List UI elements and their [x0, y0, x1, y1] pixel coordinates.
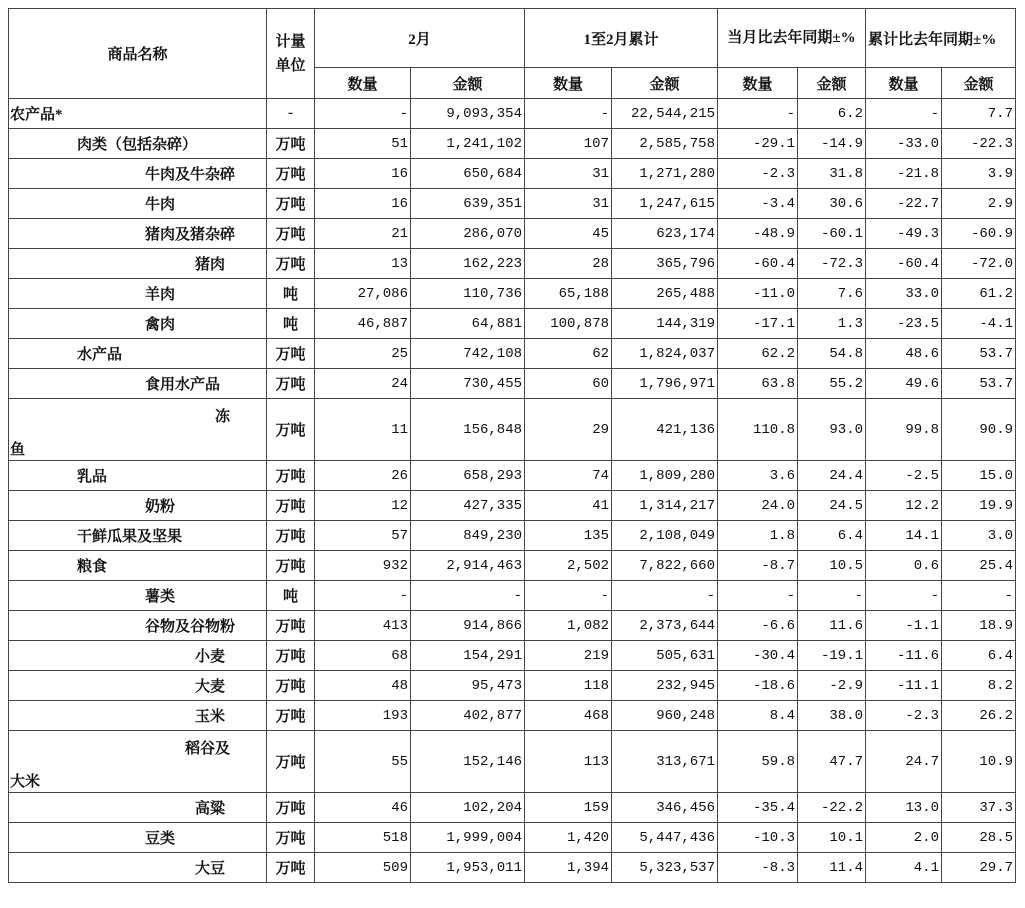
table-row [9, 369, 1016, 399]
value-cell-ma: 1.3 [798, 309, 866, 339]
value-cell-ma: -22.2 [798, 793, 866, 823]
header-amt: 金额 [798, 68, 866, 99]
value-cell-cq: 219 [525, 641, 612, 671]
header-amt: 金额 [612, 68, 718, 99]
value-cell-a: 95,473 [411, 671, 525, 701]
value-cell-a: 914,866 [411, 611, 525, 641]
value-cell-mq: -10.3 [718, 823, 798, 853]
value-cell-yq: 4.1 [866, 853, 942, 883]
value-cell-q: 413 [315, 611, 411, 641]
unit-cell: 吨 [267, 279, 315, 309]
value-cell-yq: 13.0 [866, 793, 942, 823]
table-row [9, 279, 1016, 309]
table-row [9, 521, 1016, 551]
value-cell-yq: -60.4 [866, 249, 942, 279]
value-cell-mq: -18.6 [718, 671, 798, 701]
value-cell-a: 162,223 [411, 249, 525, 279]
value-cell-ya: 2.9 [942, 189, 1016, 219]
value-cell-q: 21 [315, 219, 411, 249]
header-unit: 计量单位 [267, 9, 315, 99]
value-cell-a: 156,848 [411, 399, 525, 461]
value-cell-q: 51 [315, 129, 411, 159]
table-row [9, 853, 1016, 883]
value-cell-a: 64,881 [411, 309, 525, 339]
value-cell-ca: 505,631 [612, 641, 718, 671]
value-cell-ya: -22.3 [942, 129, 1016, 159]
value-cell-mq: -48.9 [718, 219, 798, 249]
value-cell-a: - [411, 581, 525, 611]
value-cell-mq: -8.3 [718, 853, 798, 883]
value-cell-q: 16 [315, 189, 411, 219]
value-cell-cq: 31 [525, 159, 612, 189]
value-cell-ma: 6.4 [798, 521, 866, 551]
value-cell-q: 509 [315, 853, 411, 883]
product-name-cell: 高粱 [9, 793, 267, 823]
table-row [9, 249, 1016, 279]
table-row [9, 399, 1016, 461]
table-row [9, 701, 1016, 731]
value-cell-mq: 110.8 [718, 399, 798, 461]
value-cell-mq: -3.4 [718, 189, 798, 219]
value-cell-mq: -6.6 [718, 611, 798, 641]
value-cell-cq: 65,188 [525, 279, 612, 309]
unit-cell: 万吨 [267, 129, 315, 159]
value-cell-cq: 468 [525, 701, 612, 731]
product-name-cell: 牛肉及牛杂碎 [9, 159, 267, 189]
value-cell-yq: - [866, 581, 942, 611]
value-cell-a: 639,351 [411, 189, 525, 219]
header-amt: 金额 [942, 68, 1016, 99]
value-cell-ya: 61.2 [942, 279, 1016, 309]
value-cell-ca: 1,824,037 [612, 339, 718, 369]
value-cell-mq: 24.0 [718, 491, 798, 521]
value-cell-ma: 38.0 [798, 701, 866, 731]
value-cell-ma: 55.2 [798, 369, 866, 399]
value-cell-q: 46,887 [315, 309, 411, 339]
value-cell-mq: -30.4 [718, 641, 798, 671]
unit-cell: 万吨 [267, 793, 315, 823]
value-cell-ma: 11.6 [798, 611, 866, 641]
value-cell-q: 57 [315, 521, 411, 551]
value-cell-ca: 623,174 [612, 219, 718, 249]
value-cell-ya: -4.1 [942, 309, 1016, 339]
value-cell-q: 68 [315, 641, 411, 671]
value-cell-ma: 30.6 [798, 189, 866, 219]
unit-cell: 万吨 [267, 491, 315, 521]
product-name-line2: 鱼 [10, 442, 26, 458]
value-cell-yq: -21.8 [866, 159, 942, 189]
value-cell-cq: - [525, 99, 612, 129]
product-name-cell: 干鲜瓜果及坚果 [9, 521, 267, 551]
value-cell-ca: 265,488 [612, 279, 718, 309]
table-row [9, 339, 1016, 369]
product-name-line2: 大米 [10, 774, 41, 790]
unit-cell: 万吨 [267, 611, 315, 641]
value-cell-ca: 1,314,217 [612, 491, 718, 521]
value-cell-cq: 107 [525, 129, 612, 159]
value-cell-ya: 25.4 [942, 551, 1016, 581]
value-cell-ca: 2,373,644 [612, 611, 718, 641]
value-cell-ca: 5,323,537 [612, 853, 718, 883]
value-cell-ya: 19.9 [942, 491, 1016, 521]
value-cell-ca: 144,319 [612, 309, 718, 339]
value-cell-ma: 7.6 [798, 279, 866, 309]
table-row [9, 581, 1016, 611]
product-name-cell: 粮食 [9, 551, 267, 581]
value-cell-mq: 63.8 [718, 369, 798, 399]
value-cell-q: - [315, 581, 411, 611]
value-cell-mq: -8.7 [718, 551, 798, 581]
value-cell-ca: - [612, 581, 718, 611]
value-cell-a: 650,684 [411, 159, 525, 189]
product-name-cell: 小麦 [9, 641, 267, 671]
unit-cell: 万吨 [267, 701, 315, 731]
header-qty: 数量 [866, 68, 942, 99]
header-product-name: 商品名称 [9, 9, 267, 99]
product-name-cell: 猪肉 [9, 249, 267, 279]
value-cell-ca: 2,108,049 [612, 521, 718, 551]
product-name-line1: 冻 [214, 409, 230, 425]
value-cell-ma: 10.1 [798, 823, 866, 853]
value-cell-q: - [315, 99, 411, 129]
value-cell-yq: -1.1 [866, 611, 942, 641]
value-cell-mq: 3.6 [718, 461, 798, 491]
table-row [9, 129, 1016, 159]
value-cell-q: 24 [315, 369, 411, 399]
header-qty: 数量 [525, 68, 612, 99]
value-cell-ya: 15.0 [942, 461, 1016, 491]
product-name-cell: 水产品 [9, 339, 267, 369]
value-cell-ca: 313,671 [612, 731, 718, 793]
value-cell-q: 16 [315, 159, 411, 189]
value-cell-cq: 1,394 [525, 853, 612, 883]
unit-cell: 万吨 [267, 823, 315, 853]
unit-cell: 万吨 [267, 399, 315, 461]
product-name-cell: 豆类 [9, 823, 267, 853]
value-cell-yq: 99.8 [866, 399, 942, 461]
value-cell-cq: 118 [525, 671, 612, 701]
value-cell-ma: -2.9 [798, 671, 866, 701]
value-cell-yq: -2.5 [866, 461, 942, 491]
value-cell-ya: 6.4 [942, 641, 1016, 671]
value-cell-q: 25 [315, 339, 411, 369]
value-cell-mq: -35.4 [718, 793, 798, 823]
product-name-cell: 玉米 [9, 701, 267, 731]
value-cell-mq: 62.2 [718, 339, 798, 369]
value-cell-a: 658,293 [411, 461, 525, 491]
value-cell-mq: -29.1 [718, 129, 798, 159]
value-cell-yq: -33.0 [866, 129, 942, 159]
value-cell-q: 48 [315, 671, 411, 701]
product-name-cell [9, 399, 267, 461]
value-cell-ca: 346,456 [612, 793, 718, 823]
value-cell-cq: 45 [525, 219, 612, 249]
value-cell-ya: -60.9 [942, 219, 1016, 249]
value-cell-ya: 26.2 [942, 701, 1016, 731]
value-cell-ca: 960,248 [612, 701, 718, 731]
value-cell-cq: 41 [525, 491, 612, 521]
unit-cell: 万吨 [267, 853, 315, 883]
value-cell-a: 1,953,011 [411, 853, 525, 883]
value-cell-cq: 100,878 [525, 309, 612, 339]
value-cell-ca: 1,796,971 [612, 369, 718, 399]
value-cell-ya: 29.7 [942, 853, 1016, 883]
value-cell-cq: 60 [525, 369, 612, 399]
unit-cell: 万吨 [267, 641, 315, 671]
value-cell-ya: 53.7 [942, 339, 1016, 369]
table-row [9, 461, 1016, 491]
value-cell-ma: -19.1 [798, 641, 866, 671]
product-name-cell [9, 731, 267, 793]
value-cell-ca: 5,447,436 [612, 823, 718, 853]
unit-cell: - [267, 99, 315, 129]
product-name-cell: 大豆 [9, 853, 267, 883]
value-cell-ma: -60.1 [798, 219, 866, 249]
product-name-cell: 大麦 [9, 671, 267, 701]
unit-cell: 万吨 [267, 461, 315, 491]
value-cell-q: 13 [315, 249, 411, 279]
value-cell-a: 1,241,102 [411, 129, 525, 159]
value-cell-yq: 0.6 [866, 551, 942, 581]
value-cell-mq: 8.4 [718, 701, 798, 731]
table-row [9, 309, 1016, 339]
table-row [9, 551, 1016, 581]
table-row [9, 611, 1016, 641]
value-cell-yq: -22.7 [866, 189, 942, 219]
table-row [9, 671, 1016, 701]
unit-cell: 吨 [267, 309, 315, 339]
value-cell-mq: -2.3 [718, 159, 798, 189]
value-cell-a: 154,291 [411, 641, 525, 671]
table-row [9, 823, 1016, 853]
header-feb: 2月 [315, 9, 525, 68]
table-row [9, 159, 1016, 189]
table-row [9, 189, 1016, 219]
value-cell-yq: 24.7 [866, 731, 942, 793]
value-cell-yq: 14.1 [866, 521, 942, 551]
value-cell-a: 152,146 [411, 731, 525, 793]
value-cell-ya: -72.0 [942, 249, 1016, 279]
product-name-cell: 薯类 [9, 581, 267, 611]
value-cell-cq: 28 [525, 249, 612, 279]
value-cell-ca: 2,585,758 [612, 129, 718, 159]
product-name-cell: 乳品 [9, 461, 267, 491]
value-cell-cq: 29 [525, 399, 612, 461]
unit-cell: 万吨 [267, 551, 315, 581]
product-name-cell: 禽肉 [9, 309, 267, 339]
value-cell-ca: 22,544,215 [612, 99, 718, 129]
value-cell-yq: -11.6 [866, 641, 942, 671]
value-cell-ma: 10.5 [798, 551, 866, 581]
value-cell-mq: -17.1 [718, 309, 798, 339]
unit-cell: 万吨 [267, 189, 315, 219]
value-cell-ca: 1,247,615 [612, 189, 718, 219]
value-cell-ma: 11.4 [798, 853, 866, 883]
table-row [9, 793, 1016, 823]
value-cell-a: 402,877 [411, 701, 525, 731]
value-cell-a: 286,070 [411, 219, 525, 249]
value-cell-q: 27,086 [315, 279, 411, 309]
product-name-line1: 稻谷及 [184, 741, 230, 757]
value-cell-q: 932 [315, 551, 411, 581]
value-cell-ca: 421,136 [612, 399, 718, 461]
table-row [9, 99, 1016, 129]
value-cell-yq: - [866, 99, 942, 129]
value-cell-yq: 49.6 [866, 369, 942, 399]
value-cell-ma: 47.7 [798, 731, 866, 793]
value-cell-ya: 18.9 [942, 611, 1016, 641]
unit-cell: 万吨 [267, 369, 315, 399]
value-cell-yq: 12.2 [866, 491, 942, 521]
value-cell-ma: 6.2 [798, 99, 866, 129]
value-cell-cq: 62 [525, 339, 612, 369]
product-name-cell: 牛肉 [9, 189, 267, 219]
value-cell-ca: 1,809,280 [612, 461, 718, 491]
unit-cell: 万吨 [267, 731, 315, 793]
value-cell-ya: 28.5 [942, 823, 1016, 853]
value-cell-a: 110,736 [411, 279, 525, 309]
value-cell-cq: 1,420 [525, 823, 612, 853]
value-cell-ma: - [798, 581, 866, 611]
table-row [9, 731, 1016, 793]
value-cell-mq: 59.8 [718, 731, 798, 793]
unit-cell: 万吨 [267, 249, 315, 279]
value-cell-cq: 135 [525, 521, 612, 551]
value-cell-a: 9,093,354 [411, 99, 525, 129]
value-cell-cq: 31 [525, 189, 612, 219]
value-cell-yq: 33.0 [866, 279, 942, 309]
value-cell-mq: - [718, 581, 798, 611]
value-cell-q: 55 [315, 731, 411, 793]
value-cell-cq: 2,502 [525, 551, 612, 581]
value-cell-ca: 232,945 [612, 671, 718, 701]
value-cell-cq: 113 [525, 731, 612, 793]
product-name-cell: 农产品* [9, 99, 267, 129]
value-cell-ya: 90.9 [942, 399, 1016, 461]
unit-cell: 万吨 [267, 339, 315, 369]
table-row [9, 641, 1016, 671]
product-name-cell: 奶粉 [9, 491, 267, 521]
value-cell-q: 518 [315, 823, 411, 853]
product-name-cell: 食用水产品 [9, 369, 267, 399]
value-cell-ma: 54.8 [798, 339, 866, 369]
value-cell-mq: 1.8 [718, 521, 798, 551]
header-qty: 数量 [315, 68, 411, 99]
value-cell-cq: 74 [525, 461, 612, 491]
value-cell-ya: 8.2 [942, 671, 1016, 701]
value-cell-ca: 365,796 [612, 249, 718, 279]
value-cell-ma: 93.0 [798, 399, 866, 461]
unit-cell: 万吨 [267, 219, 315, 249]
value-cell-a: 730,455 [411, 369, 525, 399]
unit-cell: 万吨 [267, 159, 315, 189]
value-cell-ma: 24.5 [798, 491, 866, 521]
value-cell-yq: 48.6 [866, 339, 942, 369]
unit-cell: 万吨 [267, 671, 315, 701]
value-cell-ya: 3.9 [942, 159, 1016, 189]
value-cell-yq: -11.1 [866, 671, 942, 701]
value-cell-q: 12 [315, 491, 411, 521]
value-cell-a: 427,335 [411, 491, 525, 521]
value-cell-ya: 53.7 [942, 369, 1016, 399]
value-cell-yq: 2.0 [866, 823, 942, 853]
value-cell-ma: -14.9 [798, 129, 866, 159]
trade-table [8, 8, 1016, 883]
value-cell-a: 1,999,004 [411, 823, 525, 853]
value-cell-q: 193 [315, 701, 411, 731]
table-row [9, 219, 1016, 249]
value-cell-q: 26 [315, 461, 411, 491]
value-cell-cq: 1,082 [525, 611, 612, 641]
value-cell-yq: -2.3 [866, 701, 942, 731]
header-cumulative: 1至2月累计 [525, 9, 718, 68]
header-month-yoy: 当月比去年同期±% [718, 9, 866, 68]
value-cell-q: 46 [315, 793, 411, 823]
value-cell-a: 849,230 [411, 521, 525, 551]
product-name-cell: 猪肉及猪杂碎 [9, 219, 267, 249]
product-name-cell: 谷物及谷物粉 [9, 611, 267, 641]
product-name-cell: 肉类（包括杂碎） [9, 129, 267, 159]
value-cell-ya: 10.9 [942, 731, 1016, 793]
header-amt: 金额 [411, 68, 525, 99]
value-cell-yq: -23.5 [866, 309, 942, 339]
unit-cell: 吨 [267, 581, 315, 611]
value-cell-ma: 24.4 [798, 461, 866, 491]
value-cell-mq: - [718, 99, 798, 129]
value-cell-ma: -72.3 [798, 249, 866, 279]
value-cell-ma: 31.8 [798, 159, 866, 189]
value-cell-ya: 37.3 [942, 793, 1016, 823]
value-cell-ya: 7.7 [942, 99, 1016, 129]
value-cell-a: 2,914,463 [411, 551, 525, 581]
header-cumulative-yoy: 累计比去年同期±% [866, 9, 1016, 68]
header-qty: 数量 [718, 68, 798, 99]
value-cell-cq: 159 [525, 793, 612, 823]
value-cell-mq: -60.4 [718, 249, 798, 279]
value-cell-a: 102,204 [411, 793, 525, 823]
value-cell-ca: 7,822,660 [612, 551, 718, 581]
value-cell-ya: - [942, 581, 1016, 611]
unit-cell: 万吨 [267, 521, 315, 551]
table-row [9, 491, 1016, 521]
value-cell-q: 11 [315, 399, 411, 461]
value-cell-mq: -11.0 [718, 279, 798, 309]
value-cell-yq: -49.3 [866, 219, 942, 249]
product-name-cell: 羊肉 [9, 279, 267, 309]
value-cell-cq: - [525, 581, 612, 611]
value-cell-ya: 3.0 [942, 521, 1016, 551]
value-cell-a: 742,108 [411, 339, 525, 369]
value-cell-ca: 1,271,280 [612, 159, 718, 189]
